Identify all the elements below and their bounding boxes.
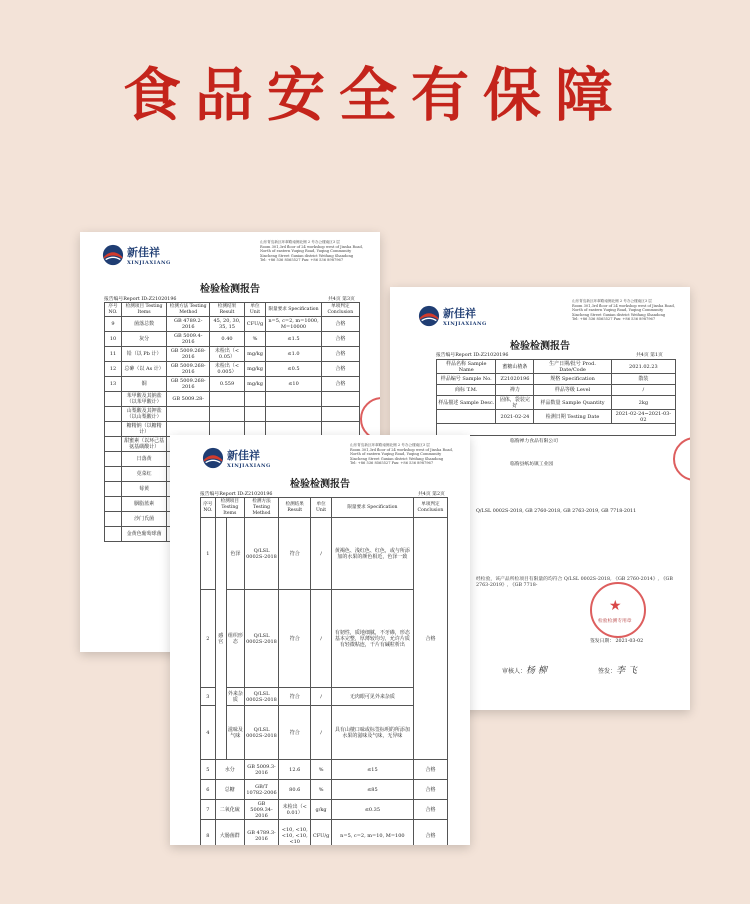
issuer-signature: 签发：李 飞: [598, 666, 637, 676]
brand-logo: [418, 305, 487, 327]
column-header: 序号 NO.: [105, 303, 122, 317]
table-row: [437, 385, 676, 396]
table-cell: 检测日期 Testing Date: [534, 410, 611, 424]
table-row: [437, 410, 676, 424]
table-cell: [437, 410, 496, 424]
table-cell: GB 5009.268-2016: [167, 347, 210, 362]
table-cell: 2021-02-24~2021-03-02: [611, 410, 675, 424]
table-cell: 合格: [321, 332, 359, 347]
table-cell: 8: [201, 820, 216, 846]
table-cell: 3: [201, 688, 216, 706]
table-cell: [105, 497, 122, 512]
table-cell: 未检出（< 0.05）: [210, 347, 245, 362]
report-sheet-page2: [170, 435, 470, 845]
table-cell: [105, 407, 122, 422]
table-cell: GB 5009.268-2016: [167, 362, 210, 377]
table-cell: 大肠菌群: [215, 820, 244, 846]
table-cell: 样品编号 Sample No.: [437, 374, 496, 385]
table-cell: mg/kg: [244, 377, 265, 392]
table-cell: 甜蜜素（以环己基氨基磺酸计）: [122, 437, 167, 452]
table-cell: 0.40: [210, 332, 245, 347]
table-cell: 6: [201, 780, 216, 800]
sensory-group-cell: 感官: [215, 518, 226, 760]
table-row: [437, 396, 676, 410]
table-cell: 5: [201, 760, 216, 780]
column-header: 检测项目 Testing Items: [215, 498, 244, 518]
test-standards: Q/LSL 0002S-2018, GB 2760-2018, GB 2763-2019, GB 7718-2011: [476, 509, 637, 514]
table-cell: Q/LSL 0002S-2018: [244, 706, 278, 760]
table-cell: 1: [201, 518, 216, 590]
conclusion-cell: 合格: [413, 518, 447, 760]
table-cell: [266, 392, 322, 407]
official-stamp: [590, 582, 646, 638]
lab-address: 山东青岛新区环翠路南侧北侧 2 号办公楼南区3 层 Room 301,3rd floor of 24 workshop west of Jinsha Road, North of eastern Yuqing Road, Yuqing Community Xincheng Street Guxian district Weifang Shandong Tel: +86 536 8565527 Fax: +86 536 8987967: [260, 240, 363, 263]
table-cell: mg/kg: [244, 347, 265, 362]
table-cell: /: [311, 688, 332, 706]
lab-address: 山东青岛新区环翠路南侧北侧 2 号办公楼南区3 层 Room 301,3rd floor of 24 workshop west of Jinsha Road, North of eastern Yuqing Road, Yuqing Community Xincheng Street Guxian district Weifang Shandong Tel: +86 536 8565527 Fax: +86 536 8987967: [350, 443, 453, 466]
table-cell: 9: [105, 317, 122, 332]
table-cell: 7: [201, 800, 216, 820]
table-cell: 固体，袋装完好: [496, 396, 534, 410]
table-cell: GB/T 10782-2006: [244, 780, 278, 800]
table-cell: 外来杂质: [226, 688, 244, 706]
table-cell: 铜: [122, 377, 167, 392]
column-header: 检测方法 Testing Method: [244, 498, 278, 518]
column-header: 限量要求 Specification: [331, 498, 413, 518]
client-company: 临朐禅力食品有限公司: [510, 439, 558, 444]
page-title: 食品安全有保障: [122, 61, 627, 129]
table-cell: 符合: [279, 688, 311, 706]
table-cell: 样品描述 Sample Desc.: [437, 396, 496, 410]
report-id: 报告编号Report ID:Z21020196: [104, 297, 177, 302]
table-cell: 合格: [413, 780, 447, 800]
results-table: [200, 497, 448, 845]
table-cell: 符合: [279, 518, 311, 590]
table-cell: 符合: [279, 706, 311, 760]
table-row: [201, 518, 448, 590]
table-cell: 0.559: [210, 377, 245, 392]
brand-logo: [202, 447, 271, 469]
table-cell: 4: [201, 706, 216, 760]
report-title: 检验检测报告: [200, 284, 260, 295]
table-row: [105, 332, 360, 347]
table-row: [201, 820, 448, 846]
table-cell: 苯甲酸及其钠盐（以苯甲酸计）: [122, 392, 167, 407]
page-number: 共4页 第2页: [418, 492, 445, 497]
table-cell: 80.6: [279, 780, 311, 800]
sample-info-table: [436, 359, 676, 436]
column-header: 检测结果 Result: [210, 303, 245, 317]
reviewer-signature: 审核人：杨 柳: [502, 666, 547, 676]
table-row: [105, 377, 360, 392]
table-cell: 灰分: [122, 332, 167, 347]
table-cell: 45, 20, 30, 35, 15: [210, 317, 245, 332]
table-cell: [167, 407, 210, 422]
table-cell: GB 5009.4-2016: [167, 332, 210, 347]
column-header: 序号 NO.: [201, 498, 216, 518]
stamp-text: 检验检测专用章: [598, 619, 632, 624]
table-cell: [105, 452, 122, 467]
table-cell: 未检出（< 0.01）: [279, 800, 311, 820]
table-cell: 蜜糖山楂条: [496, 360, 534, 374]
column-header: 单项判定 Conclusion: [321, 303, 359, 317]
report-id: 报告编号Report ID:Z21020196: [200, 492, 273, 497]
table-cell: 二氧化硫: [215, 800, 244, 820]
brand-cn: 新佳祥: [227, 449, 260, 462]
table-row: [437, 424, 676, 436]
sign-date: 签发日期： 2021-03-02: [590, 639, 644, 644]
column-header: 检测方法 Testing Method: [167, 303, 210, 317]
table-cell: 苋菜红: [122, 467, 167, 482]
table-cell: 水分: [215, 760, 244, 780]
page-number: 共4页 第3页: [328, 297, 355, 302]
brand-cn: 新佳祥: [443, 307, 476, 320]
table-cell: 10: [105, 332, 122, 347]
table-cell: [321, 407, 359, 422]
table-cell: Q/LSL 0002S-2018: [244, 518, 278, 590]
table-cell: ≤1.0: [266, 347, 322, 362]
table-cell: ≤10: [266, 377, 322, 392]
brand-logo-icon: [202, 447, 224, 469]
column-header: 检测结果 Result: [279, 498, 311, 518]
report-title: 检验检测报告: [510, 341, 570, 352]
table-cell: [210, 392, 245, 407]
table-row: [437, 374, 676, 385]
brand-en: XINJIAXIANG: [127, 260, 171, 266]
table-cell: 2kg: [611, 396, 675, 410]
table-cell: [105, 392, 122, 407]
brand-logo-icon: [102, 244, 124, 266]
table-cell: 合格: [321, 347, 359, 362]
table-cell: 色泽: [226, 518, 244, 590]
lab-address: 山东青岛新区环翠路南侧北侧 2 号办公楼南区3 层 Room 301,3rd floor of 24 workshop west of Jinsha Road, North of eastern Yuqing Road, Yuqing Community Xincheng Street Guxian district Weifang Shandong Tel: +86 536 8565527 Fax: +86 536 8987967: [572, 299, 675, 322]
table-cell: 合格: [413, 820, 447, 846]
report-id: 报告编号Report ID:Z21020196: [436, 353, 509, 358]
table-cell: [210, 407, 245, 422]
table-row: [201, 780, 448, 800]
table-cell: 合格: [321, 377, 359, 392]
table-row: [105, 392, 360, 407]
test-conclusion: 经检验，该产品所检项目有限量的均符合 Q/LSL 0002S-2018, 《GB 2760-2014》, 《GB 2763-2019》, 《GB 7718-: [476, 577, 673, 588]
table-cell: GB 5009.34-2016: [244, 800, 278, 820]
table-cell: Z21020196: [496, 374, 534, 385]
table-cell: 山梨酸及其钾盐（以山梨酸计）: [122, 407, 167, 422]
column-header: 单项判定 Conclusion: [413, 498, 447, 518]
table-cell: 金黄色葡萄球菌: [122, 527, 167, 542]
client-address: 临朐县纸坊镇工业园: [510, 462, 554, 467]
table-cell: 合格: [413, 760, 447, 780]
table-cell: g/kg: [311, 800, 332, 820]
table-cell: [105, 467, 122, 482]
table-cell: GB 5009.3-2016: [244, 760, 278, 780]
brand-logo-icon: [418, 305, 440, 327]
table-cell: 合格: [321, 317, 359, 332]
table-cell: GB 5009.268-2016: [167, 377, 210, 392]
table-cell: ≤0.35: [331, 800, 413, 820]
table-cell: 未检出（< 0.005）: [210, 362, 245, 377]
table-cell: 12: [105, 362, 122, 377]
table-cell: 糖精钠（以糖精计）: [122, 422, 167, 437]
table-cell: CFU/g: [311, 820, 332, 846]
table-cell: /: [611, 385, 675, 396]
table-cell: 具有山楂口味或标签标明的所添加水果的滋味及气味，无异味: [331, 706, 413, 760]
table-cell: GB 5009.28-: [167, 392, 210, 407]
table-cell: 菌落总数: [122, 317, 167, 332]
table-cell: 规格 Specification: [534, 374, 611, 385]
table-cell: 2: [201, 590, 216, 688]
page-number: 共4页 第1页: [636, 353, 663, 358]
table-cell: 莓黄: [122, 482, 167, 497]
table-cell: ≤1.5: [266, 332, 322, 347]
stamp-star-icon: ★: [609, 598, 622, 614]
table-cell: 符合: [279, 590, 311, 688]
table-cell: [105, 437, 122, 452]
table-cell: 禅力: [496, 385, 534, 396]
table-row: [437, 360, 676, 374]
table-cell: ≤0.5: [266, 362, 322, 377]
table-cell: 有韧性，质地细腻，不牙碜，形态基本完整，厚薄较均匀，允许片质有轻微粘连，干片有碱粒析出: [331, 590, 413, 688]
table-cell: 总砷（以 As 计）: [122, 362, 167, 377]
table-row: [105, 407, 360, 422]
table-cell: 日落黄: [122, 452, 167, 467]
table-cell: /: [311, 590, 332, 688]
table-cell: ≤15: [331, 760, 413, 780]
table-cell: 生产日期/批号 Prod. Date/Code: [534, 360, 611, 374]
table-cell: 滋味及气味: [226, 706, 244, 760]
table-cell: n=5, c=2, m=10, M=100: [331, 820, 413, 846]
table-row: [201, 760, 448, 780]
table-header-row: [105, 303, 360, 317]
column-header: 限量要求 Specification: [266, 303, 322, 317]
table-cell: 合格: [413, 800, 447, 820]
table-cell: 11: [105, 347, 122, 362]
table-cell: GB 4789.3-2016: [244, 820, 278, 846]
table-cell: %: [311, 780, 332, 800]
brand-en: XINJIAXIANG: [443, 321, 487, 327]
table-row: [201, 688, 448, 706]
table-cell: [105, 512, 122, 527]
table-cell: 样品名称 Sample Name: [437, 360, 496, 374]
table-cell: /: [311, 706, 332, 760]
table-cell: [105, 422, 122, 437]
table-row: [105, 317, 360, 332]
brand-en: XINJIAXIANG: [227, 463, 271, 469]
column-header: 单位 Unit: [244, 303, 265, 317]
table-cell: %: [244, 332, 265, 347]
table-cell: %: [311, 760, 332, 780]
table-cell: 无肉眼可见外来杂质: [331, 688, 413, 706]
brand-cn: 新佳祥: [127, 246, 160, 259]
table-cell: 黄褐色、浅红色、红色，或与所添加的水果的颜色相近，色泽一致: [331, 518, 413, 590]
table-cell: ≤85: [331, 780, 413, 800]
edge-stamp: [673, 437, 690, 481]
table-cell: GB 4789.2-2016: [167, 317, 210, 332]
table-row: [201, 706, 448, 760]
report-title: 检验检测报告: [290, 479, 350, 490]
table-cell: 胭脂蓝素: [122, 497, 167, 512]
brand-logo: [102, 244, 171, 266]
table-cell: 组织形态: [226, 590, 244, 688]
table-cell: [105, 482, 122, 497]
table-cell: 铅（以 Pb 计）: [122, 347, 167, 362]
table-cell: 散装: [611, 374, 675, 385]
table-row: [105, 347, 360, 362]
table-row: [201, 800, 448, 820]
table-cell: CFU/g: [244, 317, 265, 332]
table-cell: [105, 527, 122, 542]
column-header: 单位 Unit: [311, 498, 332, 518]
table-row: [201, 590, 448, 688]
table-cell: [437, 424, 676, 436]
table-cell: 12.6: [279, 760, 311, 780]
table-cell: Q/LSL 0002S-2018: [244, 688, 278, 706]
table-cell: [244, 392, 265, 407]
table-cell: 2021-02-24: [496, 410, 534, 424]
table-cell: 样品数量 Sample Quantity: [534, 396, 611, 410]
table-cell: 13: [105, 377, 122, 392]
column-header: 检测项目 Testing Items: [122, 303, 167, 317]
table-cell: 2021.02.23: [611, 360, 675, 374]
table-cell: 合格: [321, 362, 359, 377]
table-cell: 总糖: [215, 780, 244, 800]
table-cell: /: [311, 518, 332, 590]
table-cell: Q/LSL 0002S-2018: [244, 590, 278, 688]
table-cell: [244, 407, 265, 422]
table-header-row: [201, 498, 448, 518]
table-cell: 商标 T.M.: [437, 385, 496, 396]
table-cell: [266, 407, 322, 422]
table-cell: n=5, c=2, m=1000, M=10000: [266, 317, 322, 332]
table-cell: [321, 392, 359, 407]
table-cell: 样品等级 Level: [534, 385, 611, 396]
table-row: [105, 362, 360, 377]
table-cell: mg/kg: [244, 362, 265, 377]
table-cell: <10, <10, <10, <10, <10: [279, 820, 311, 846]
table-cell: 沙门氏菌: [122, 512, 167, 527]
